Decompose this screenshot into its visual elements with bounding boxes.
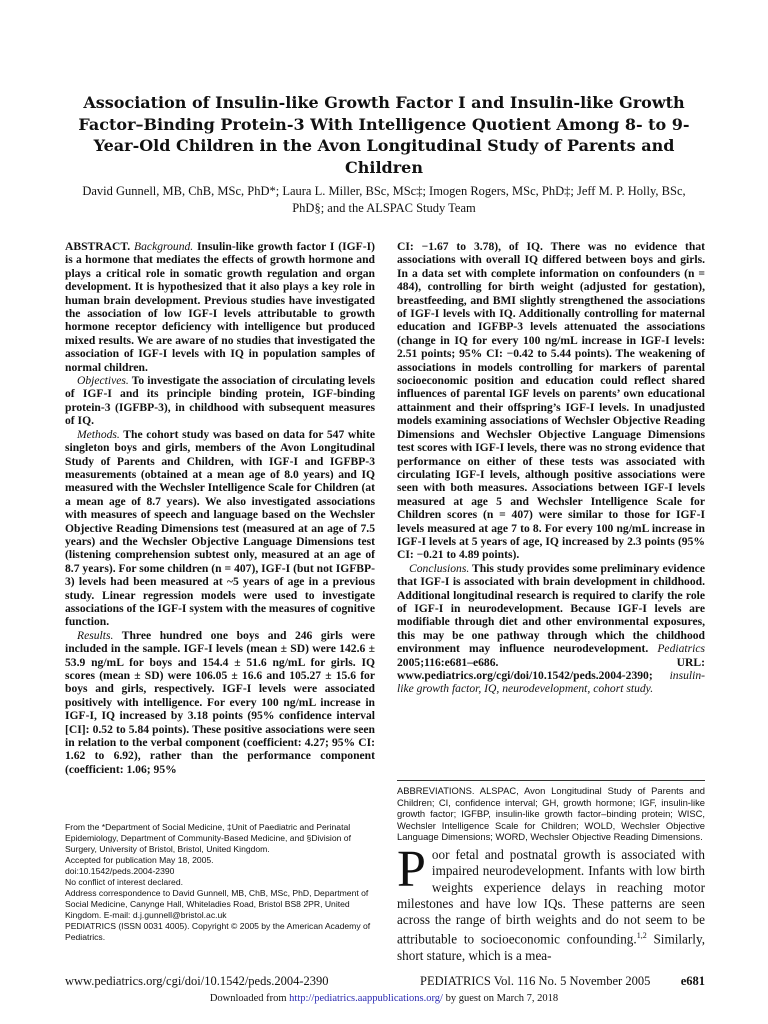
article-title: Association of Insulin-like Growth Factor I and Insulin-like Growth Factor–Binding Protein-3 With Intelligence Quotient Among 8- to 9-Year-Old Children in the Avon Longitudinal Study of Parents and Children	[78, 93, 690, 177]
results-label: Results.	[77, 628, 114, 642]
keywords: insulin-like growth factor, IQ, neurodevelopment, cohort study.	[397, 669, 705, 696]
intro-paragraph	[397, 841, 705, 964]
drop-cap: P	[397, 841, 426, 898]
objectives-text: To investigate the association of circulating levels of IGF-I and its principle binding protein, IGF-binding protein-3 (IGFBP-3), in childhood with subsequent measures of IQ.	[65, 374, 375, 428]
footnote-conflict: No conflict of interest declared.	[65, 877, 183, 887]
footnote-correspondence: Address correspondence to David Gunnell, MB, ChB, MSc, PhD, Department of Social Medicine, Canynge Hall, Whiteladies Road, Bristol BS8 2PR, United Kingdom. E-mail: d.j.gunnell@bristol.ac.uk	[65, 888, 369, 920]
abstract-objectives	[65, 374, 375, 428]
footer-url: www.pediatrics.org/cgi/doi/10.1542/peds.2004-2390	[65, 974, 329, 988]
page-footer	[65, 974, 705, 992]
abstract-right-column	[397, 240, 705, 696]
conclusions-label: Conclusions.	[409, 561, 470, 575]
intro-text: oor fetal and postnatal growth is associated with impaired neurodevelopment. Infants with low birth weights experience delays in reaching motor milestones and have low IQs. These patterns are seen across the range of birth weights and do not seem to be attributable to socioeconomic confounding.	[397, 847, 705, 947]
download-suffix: by guest on March 7, 2018	[442, 993, 559, 1004]
download-notice	[0, 993, 768, 1004]
citation-text: 2005;116:e681–e686. URL: www.pediatrics.org/cgi/doi/10.1542/peds.2004-2390;	[397, 655, 705, 682]
background-label: Background.	[134, 240, 194, 253]
footer-journal: PEDIATRICS Vol. 116 No. 5 November 2005	[420, 974, 651, 988]
abstract-conclusions	[397, 562, 705, 696]
author-list: David Gunnell, MB, ChB, MSc, PhD*; Laura L. Miller, BSc, MSc‡; Imogen Rogers, MSc, PhD‡; Jeff M. P. Holly, BSc, PhD§; and the ALSPAC Study Team	[82, 184, 686, 215]
intro-tail: Similarly, short stature, which is a mea-	[397, 931, 705, 964]
conclusions-text: This study provides some preliminary evidence that IGF-I is associated with brain development in childhood. Additional longitudinal research is required to clarify the role of IGF-I in neurodevelopment. Because IGF-I levels are modifiable through diet and other environmental exposures, this may be one pathway through which the childhood environment may influence neurodevelopment.	[397, 561, 705, 656]
footnote-accepted: Accepted for publication May 18, 2005.	[65, 855, 214, 865]
footnotes	[65, 822, 375, 943]
methods-label: Methods.	[77, 427, 120, 441]
abstract-results	[65, 629, 375, 776]
abbreviations-box: ABBREVIATIONS. ALSPAC, Avon Longitudinal Study of Parents and Children; CI, confidence interval; GH, growth hormone; IGF, insulin-like growth factor; IGFBP, insulin-like growth factor–binding protein; WISC, Wechsler Intelligence Scale for Children; WOLD, Wechsler Objective Language Dimensions; WORD, Wechsler Objective Reading Dimensions.	[397, 780, 705, 843]
footnote-copyright: PEDIATRICS (ISSN 0031 4005). Copyright © 2005 by the American Academy of Pediatrics.	[65, 921, 371, 942]
objectives-label: Objectives.	[77, 374, 129, 388]
abstract-results-continued: CI: −1.67 to 3.78), of IQ. There was no evidence that associations with overall IQ differed between boys and girls. In a data set with complete information on confounders (n = 484), controlling for birth weight (adjusted for gestation), breastfeeding, and BMI slightly strengthened the associations of IGF-I levels with IQ. Additionally controlling for maternal education and IGFBP-3 levels attenuated the associations (change in IQ for every 100 ng/mL increase in IGF-I levels: 2.51 points; 95% CI: −0.42 to 5.44 points). The weakening of associations in models controlling for markers of parental socioeconomic position and education could reflect shared influences of parental IGF levels on parents’ own educational attainment and their offspring’s IGF-I levels. In unadjusted models examining associations of Wechsler Objective Reading Dimensions and Wechsler Objective Language Dimensions test scores with IGF-I levels, there was no strong evidence that performance on either of these tests was associated with circulating IGF-I levels, although positive associations were seen with both measures. Associations between IGF-I levels measured at age 5 and Wechsler Intelligence Scale for Children scores (n = 407) were similar to those for IGF-I levels measured at age 7 to 8. For every 100 ng/mL increase in IGF-I levels at 5 years of age, IQ increased by 2.3 points (95% CI: −0.21 to 4.89 points).	[397, 240, 705, 562]
footnote-doi: doi:10.1542/peds.2004-2390	[65, 866, 175, 876]
reference-superscript: 1,2	[636, 931, 647, 941]
abstract-left-column	[65, 240, 375, 776]
footnote-affiliation: From the *Department of Social Medicine, ‡Unit of Paediatric and Perinatal Epidemiology, Department of Community-Based Medicine, and §Division of Surgery, University of Bristol, Bristol, United Kingdom.	[65, 822, 351, 854]
citation-journal: Pediatrics	[657, 642, 705, 656]
abstract-background	[65, 240, 375, 374]
abstract-methods	[65, 428, 375, 629]
abstract-label: ABSTRACT.	[65, 240, 131, 253]
background-text: Insulin-like growth factor I (IGF-I) is a hormone that mediates the effects of growth hormone and plays a critical role in somatic growth regulation and organ development. It is hypothesized that it also plays a key role in human brain development. Previous studies have investigated the association of low IGF-I levels attributable to growth hormone receptor deficiency with intelligence but produced mixed results. We are aware of no studies that investigated the association of IGF-I levels with IQ in population samples of normal children.	[65, 240, 375, 374]
download-prefix: Downloaded from	[209, 993, 290, 1004]
page-number: e681	[680, 974, 705, 988]
methods-text: The cohort study was based on data for 547 white singleton boys and girls, members of the Avon Longitudinal Study of Parents and Children, with IGF-I and IGFBP-3 measurements (obtained at a mean age of 8.0 years) and IQ measured with the Wechsler Intelligence Scale for Children (at a mean age of 8.7 years). We also investigated associations with measures of speech and language based on the Wechsler Objective Reading Dimensions test (measured at an age of 7.5 years) and the Wechsler Objective Language Dimensions test (listening comprehension subtest only, measured at an age of 8.7 years). For some children (n = 407), IGF-I (but not IGFBP-3) levels had been measured at ~5 years of age in a previous study. Linear regression models were used to investigate associations of the IGF-I system with the measures of cognitive function.	[65, 427, 375, 629]
download-link[interactable]: http://pediatrics.aappublications.org/	[289, 993, 443, 1004]
results-text: Three hundred one boys and 246 girls were included in the sample. IGF-I levels (mean ± SD) were 142.6 ± 53.9 ng/mL for boys and 154.4 ± 51.6 ng/mL for girls. IQ scores (mean ± SD) were 106.05 ± 16.6 and 105.27 ± 15.6 for boys and girls, respectively. IGF-I levels were associated positively with intelligence. For every 100 ng/mL increase in IGF-I, IQ increased by 3.18 points (95% confidence interval [CI]: 0.52 to 5.84 points). These positive associations were seen in relation to the verbal component (coefficient: 4.27; 95% CI: 1.62 to 6.92), rather than the performance component (coefficient: 1.06; 95%	[65, 628, 375, 776]
